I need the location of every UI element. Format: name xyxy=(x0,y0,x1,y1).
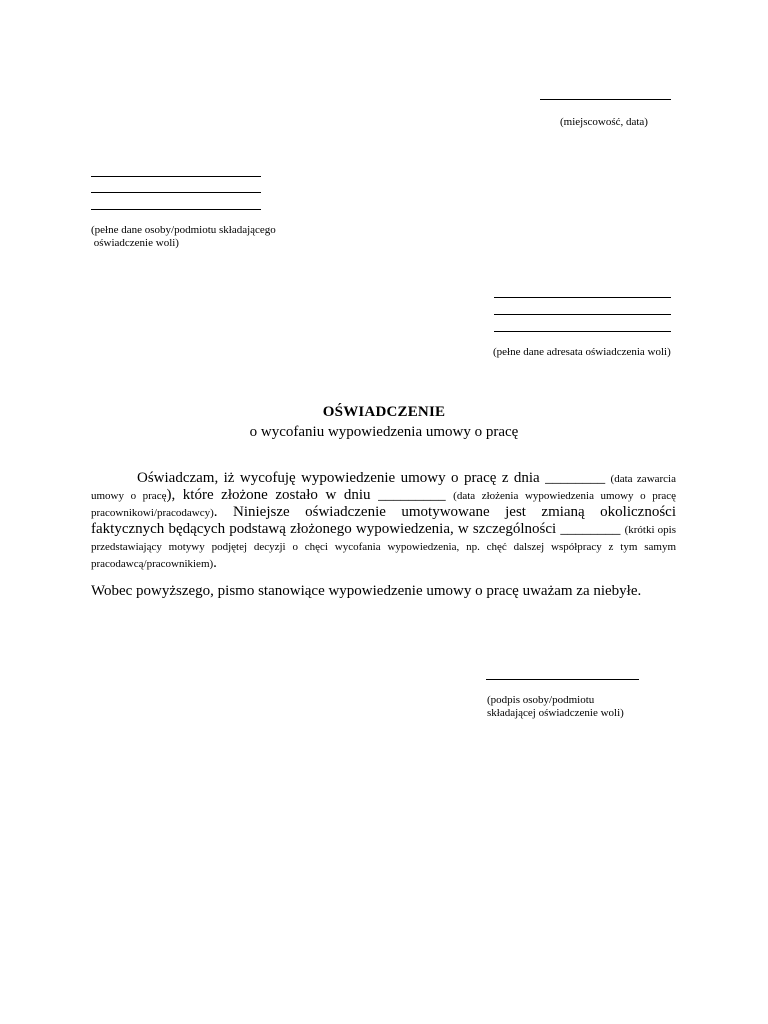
place-date-label: (miejscowość, data) xyxy=(560,116,648,128)
recipient-data-line-2[interactable] xyxy=(494,314,671,315)
statement-text-4: . xyxy=(213,555,217,571)
statement-text-2: ), które złożone zostało w dniu _________ xyxy=(166,487,454,503)
sender-data-line-2[interactable] xyxy=(91,192,261,193)
sender-data-line-3[interactable] xyxy=(91,209,261,210)
signature-line[interactable] xyxy=(486,679,639,680)
statement-text-1: Oświadczam, iż wycofuję wypowiedzenie umowy o pracę z dnia ________ xyxy=(137,470,611,486)
hint-notice-date: (data złożenia wypowiedzenia umowy o pracę pracownikowi/pracodawcy) xyxy=(91,490,676,519)
recipient-data-line-3[interactable] xyxy=(494,331,671,332)
statement-text-3: . Niniejsze oświadczenie umotywowane jest zmianą okoliczności faktycznych będących podstawą złożonego wypowiedzenia, w szczególności ________ xyxy=(91,504,676,537)
signature-label-line-2: składającej oświadczenie woli) xyxy=(487,707,624,719)
document-subtitle: o wycofaniu wypowiedzenia umowy o pracę xyxy=(249,424,519,440)
document-title: OŚWIADCZENIE xyxy=(322,404,446,420)
recipient-label: (pełne dane adresata oświadczenia woli) xyxy=(493,346,671,358)
sender-label xyxy=(91,224,276,250)
closing-statement: Wobec powyższego, pismo stanowiące wypowiedzenie umowy o pracę uważam za niebyłe. xyxy=(91,583,642,599)
sender-data-line-1[interactable] xyxy=(91,176,261,177)
hint-contract-date: (data zawarcia umowy o pracę xyxy=(91,473,676,502)
sender-label-line-2: oświadczenie woli) xyxy=(91,237,179,249)
recipient-data-line-1[interactable] xyxy=(494,297,671,298)
hint-reason-description: (krótki opis przedstawiający motywy podjętej decyzji o chęci wycofania wypowiedzenia, np. chęć dalszej współpracy z tym samym pracodawcą/pracownikiem) xyxy=(91,524,677,570)
place-date-line[interactable] xyxy=(540,99,671,100)
statement-paragraph xyxy=(91,470,676,572)
signature-label-line-1: (podpis osoby/podmiotu xyxy=(487,694,595,706)
signature-label xyxy=(487,694,687,720)
sender-label-line-1: (pełne dane osoby/podmiotu składającego xyxy=(91,224,276,236)
